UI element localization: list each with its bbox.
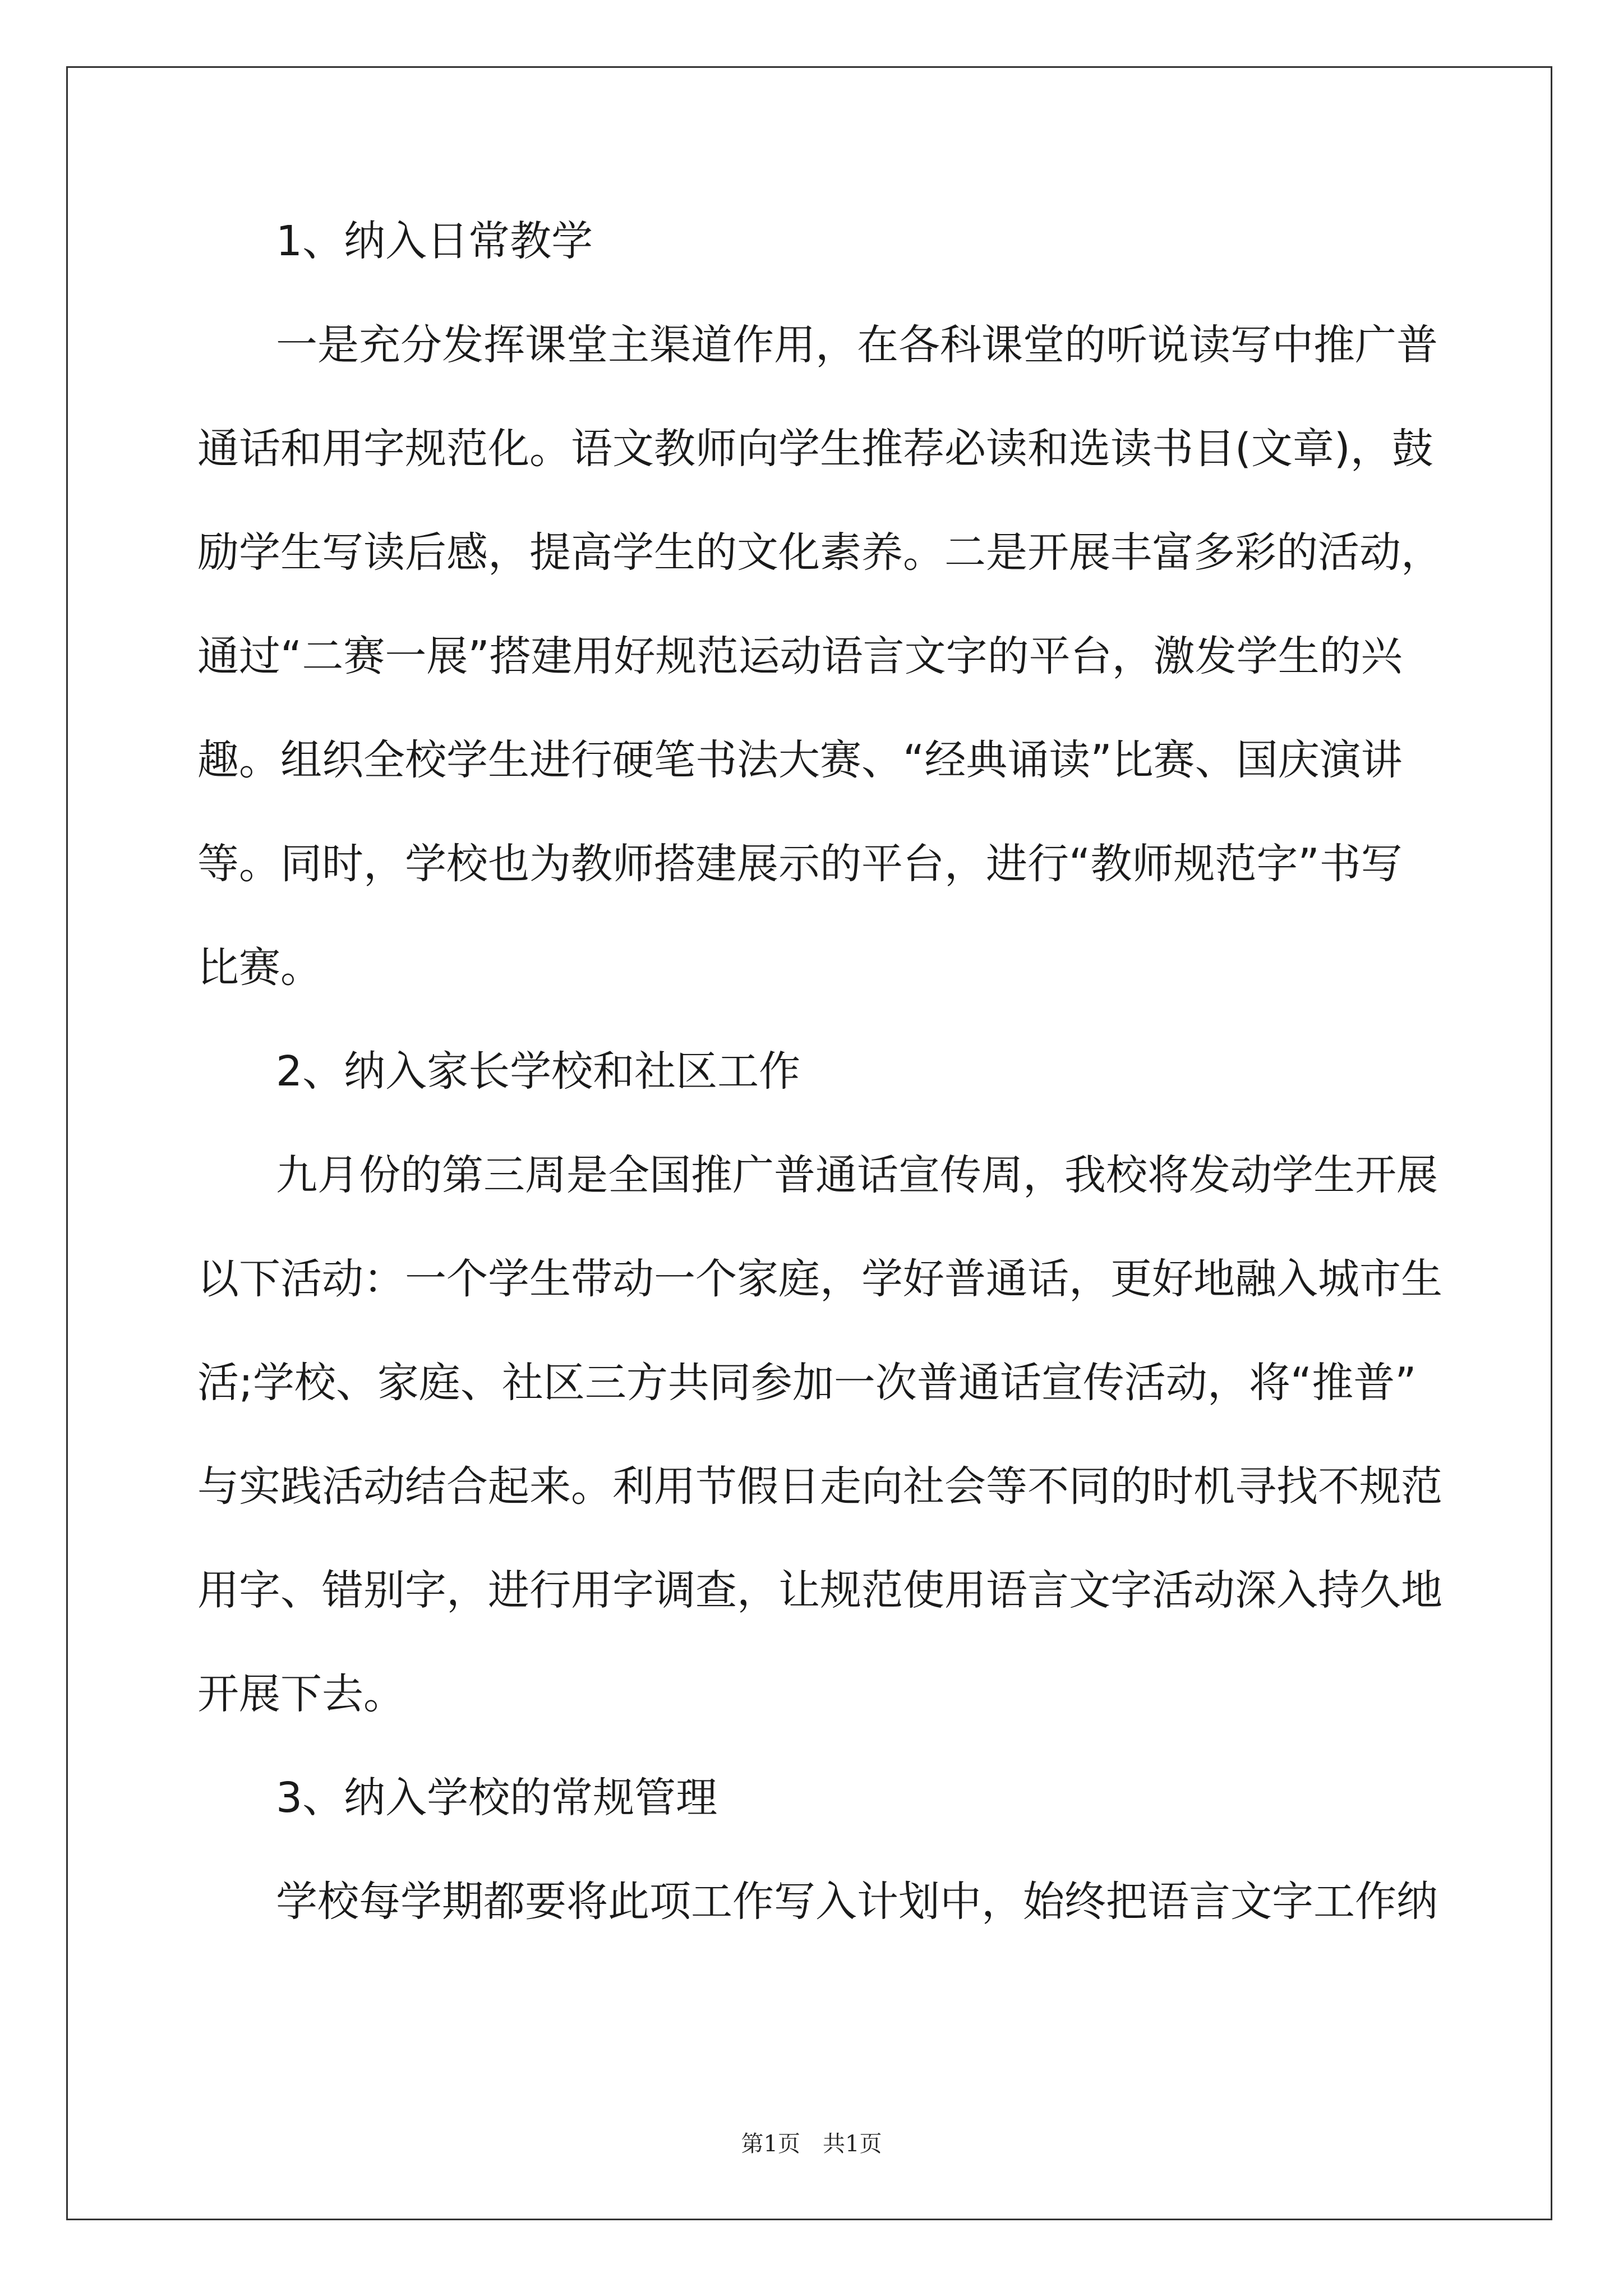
paragraph-line: 用字、错别字，进行用字调查，让规范使用语言文字活动深入持久地 <box>197 1566 1442 1614</box>
paragraph-line: 通过“二赛一展”搭建用好规范运动语言文字的平台，激发学生的兴 <box>197 632 1403 680</box>
document-body <box>197 216 1442 1980</box>
section-heading-1: 1、纳入日常教学 <box>276 217 593 265</box>
section-heading-2: 2、纳入家长学校和社区工作 <box>276 1047 801 1096</box>
section-heading-3: 3、纳入学校的常规管理 <box>276 1774 718 1822</box>
page-footer: 第1页 共1页 <box>741 2131 882 2157</box>
paragraph-line: 通话和用字规范化。语文教师向学生推荐必读和选读书目(文章)，鼓 <box>197 425 1433 473</box>
paragraph-line: 以下活动：一个学生带动一个家庭，学好普通话，更好地融入城市生 <box>197 1255 1442 1303</box>
paragraph-line: 活;学校、家庭、社区三方共同参加一次普通话宣传活动，将“推普” <box>197 1359 1417 1407</box>
paragraph-line: 与实践活动结合起来。利用节假日走向社会等不同的时机寻找不规范 <box>197 1462 1442 1511</box>
paragraph-line: 一是充分发挥课堂主渠道作用，在各科课堂的听说读写中推广普 <box>276 321 1438 369</box>
paragraph-line: 趣。组织全校学生进行硬笔书法大赛、“经典诵读”比赛、国庆演讲 <box>197 736 1403 784</box>
paragraph-line: 开展下去。 <box>197 1670 405 1718</box>
paragraph-line: 等。同时，学校也为教师搭建展示的平台，进行“教师规范字”书写 <box>197 840 1403 888</box>
paragraph-line: 比赛。 <box>197 944 322 992</box>
paragraph-line: 九月份的第三周是全国推广普通话宣传周，我校将发动学生开展 <box>276 1151 1438 1199</box>
paragraph-line: 励学生写读后感，提高学生的文化素养。二是开展丰富多彩的活动， <box>197 528 1442 577</box>
paragraph-line: 学校每学期都要将此项工作写入计划中，始终把语言文字工作纳 <box>276 1878 1438 1926</box>
